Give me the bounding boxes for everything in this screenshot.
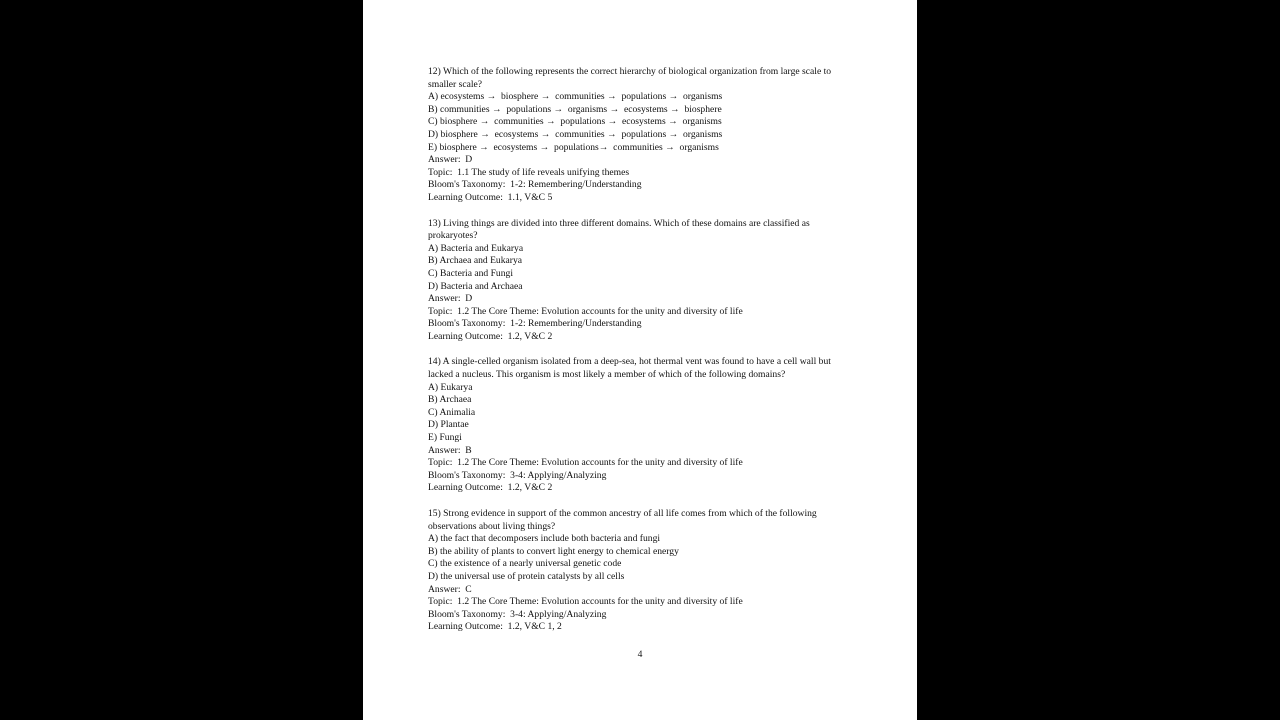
- answer-option: A) the fact that decomposers include both bacteria and fungi: [428, 533, 661, 545]
- answer-option: E) Fungi: [428, 432, 462, 444]
- topic-line: Topic: 1.2 The Core Theme: Evolution accounts for the unity and diversity of life: [428, 596, 743, 608]
- learning-outcome-line: Learning Outcome: 1.2, V&C 2: [428, 482, 553, 494]
- blooms-taxonomy-line: Bloom's Taxonomy: 3-4: Applying/Analyzing: [428, 608, 607, 620]
- answer-option: E) biosphere → ecosystems → populations→ communities → organisms: [428, 141, 719, 153]
- answer-option: C) Bacteria and Fungi: [428, 267, 513, 279]
- question-12: [428, 66, 858, 205]
- answer-option: B) Archaea and Eukarya: [428, 255, 523, 267]
- answer-option: D) Plantae: [428, 419, 469, 431]
- learning-outcome-line: Learning Outcome: 1.2, V&C 1, 2: [428, 621, 562, 633]
- answer-option: C) Animalia: [428, 406, 476, 418]
- blooms-taxonomy-line: Bloom's Taxonomy: 1-2: Remembering/Understanding: [428, 179, 642, 191]
- answer-option: A) Eukarya: [428, 381, 473, 393]
- answer-option: C) biosphere → communities → populations → ecosystems → organisms: [428, 116, 722, 128]
- blooms-taxonomy-line: Bloom's Taxonomy: 3-4: Applying/Analyzing: [428, 469, 607, 481]
- answer-option: A) Bacteria and Eukarya: [428, 242, 524, 254]
- answer-key: Answer: D: [428, 154, 473, 166]
- question-14: [428, 356, 858, 495]
- answer-option: C) the existence of a nearly universal genetic code: [428, 558, 622, 570]
- question-stem: 12) Which of the following represents the correct hierarchy of biological organization from large scale to smaller scale?: [428, 66, 832, 90]
- question-stem: 15) Strong evidence in support of the common ancestry of all life comes from which of the following observations about living things?: [428, 508, 817, 532]
- learning-outcome-line: Learning Outcome: 1.1, V&C 5: [428, 191, 553, 203]
- answer-option: B) Archaea: [428, 394, 472, 406]
- answer-option: D) the universal use of protein catalysts by all cells: [428, 570, 625, 582]
- question-13: [428, 218, 858, 344]
- question-stem: 13) Living things are divided into three different domains. Which of these domains are classified as prokaryotes?: [428, 217, 810, 242]
- question-15: [428, 508, 858, 634]
- answer-option: A) ecosystems → biosphere → communities → populations → organisms: [428, 91, 723, 103]
- topic-line: Topic: 1.2 The Core Theme: Evolution accounts for the unity and diversity of life: [428, 457, 743, 469]
- questions-container: [428, 66, 858, 647]
- page-number: 4: [637, 649, 643, 660]
- topic-line: Topic: 1.1 The study of life reveals unifying themes: [428, 166, 630, 178]
- answer-option: D) Bacteria and Archaea: [428, 280, 523, 292]
- answer-key: Answer: C: [428, 583, 472, 595]
- topic-line: Topic: 1.2 The Core Theme: Evolution accounts for the unity and diversity of life: [428, 305, 743, 317]
- answer-option: B) communities → populations → organisms → ecosystems → biosphere: [428, 103, 722, 115]
- question-stem: 14) A single-celled organism isolated from a deep-sea, hot thermal vent was found to have a cell wall but lacked a nucleus. This organism is most likely a member of which of the following domains?: [428, 356, 831, 381]
- blooms-taxonomy-line: Bloom's Taxonomy: 1-2: Remembering/Understanding: [428, 318, 642, 330]
- answer-key: Answer: B: [428, 444, 472, 456]
- document-page: [363, 0, 917, 720]
- answer-key: Answer: D: [428, 293, 473, 305]
- learning-outcome-line: Learning Outcome: 1.2, V&C 2: [428, 330, 553, 342]
- answer-option: B) the ability of plants to convert light energy to chemical energy: [428, 545, 679, 557]
- answer-option: D) biosphere → ecosystems → communities → populations → organisms: [428, 128, 723, 140]
